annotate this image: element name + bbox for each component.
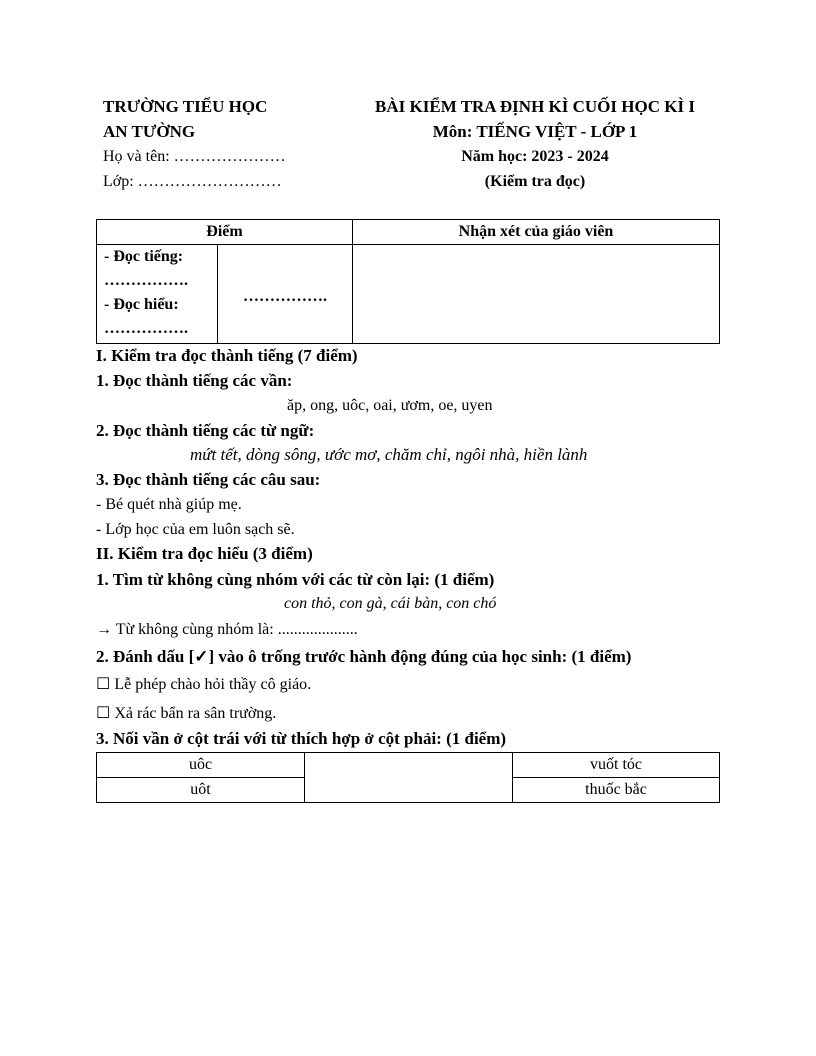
student-name-field: Họ và tên: …………………: [103, 148, 286, 165]
teacher-comment-cell: [353, 245, 720, 344]
total-score-cell: [218, 245, 353, 344]
section1-q3-title: 3. Đọc thành tiếng các câu sau:: [96, 470, 321, 489]
reading-comp-score: …………….: [104, 320, 188, 337]
section1-q1-content: ăp, ong, uôc, oai, ươm, oe, uyen: [287, 397, 493, 414]
total-score: …………….: [243, 288, 327, 305]
matching-table: [96, 752, 720, 803]
section2-q1-title: 1. Tìm từ không cùng nhóm với các từ còn lại: (1 điểm): [96, 570, 495, 589]
section1-q1-title: 1. Đọc thành tiếng các vần:: [96, 371, 293, 390]
section1-q3-sentence1: - Bé quét nhà giúp mẹ.: [96, 496, 242, 513]
exam-subject: Môn: TIẾNG VIỆT - LỚP 1: [432, 122, 638, 141]
exam-title: BÀI KIỂM TRA ĐỊNH KÌ CUỐI HỌC KÌ I: [375, 97, 695, 116]
section1-q2-title: 2. Đọc thành tiếng các từ ngữ:: [96, 421, 315, 440]
match-empty-middle: [305, 753, 513, 803]
score-header: Điểm: [97, 220, 353, 245]
reading-aloud-score: …………….: [104, 272, 188, 289]
school-name-line1: TRƯỜNG TIỂU HỌC: [103, 97, 268, 116]
reading-aloud-label: - Đọc tiếng:: [104, 248, 184, 265]
section2-q2-option2: ☐ Xả rác bẩn ra sân trường.: [96, 705, 277, 722]
section1-q3-sentence2: - Lớp học của em luôn sạch sẽ.: [96, 521, 295, 538]
score-table: [96, 219, 720, 344]
section2-q2-title: 2. Đánh dấu [✓] vào ô trống trước hành động đúng của học sinh: (1 điểm): [96, 647, 632, 666]
match-left-2: uôt: [97, 778, 305, 803]
reading-comp-label: - Đọc hiểu:: [104, 296, 179, 313]
exam-type: (Kiểm tra đọc): [484, 173, 586, 190]
section2-q2-option1: ☐ Lễ phép chào hỏi thầy cô giáo.: [96, 676, 312, 693]
match-right-1: vuốt tóc: [513, 753, 720, 778]
section2-q1-words: con thỏ, con gà, cái bàn, con chó: [284, 595, 497, 612]
score-breakdown-cell: [97, 245, 218, 344]
section2-q3-title: 3. Nối vần ở cột trái với từ thích hợp ở cột phải: (1 điểm): [96, 729, 507, 748]
comment-header: Nhận xét của giáo viên: [353, 220, 720, 245]
section2-q1-answer: → Từ không cùng nhóm là: ....................: [96, 621, 358, 638]
school-year: Năm học: 2023 - 2024: [461, 148, 609, 165]
section1-q2-content: mứt tết, dòng sông, ước mơ, chăm chỉ, ngôi nhà, hiền lành: [190, 445, 588, 464]
match-right-2: thuốc bắc: [513, 778, 720, 803]
school-name-line2: AN TƯỜNG: [103, 122, 196, 141]
section2-title: II. Kiểm tra đọc hiểu (3 điểm): [96, 544, 313, 563]
match-left-1: uôc: [97, 753, 305, 778]
student-class-field: Lớp: ………………………: [103, 173, 282, 190]
section1-title: I. Kiểm tra đọc thành tiếng (7 điểm): [96, 346, 358, 365]
